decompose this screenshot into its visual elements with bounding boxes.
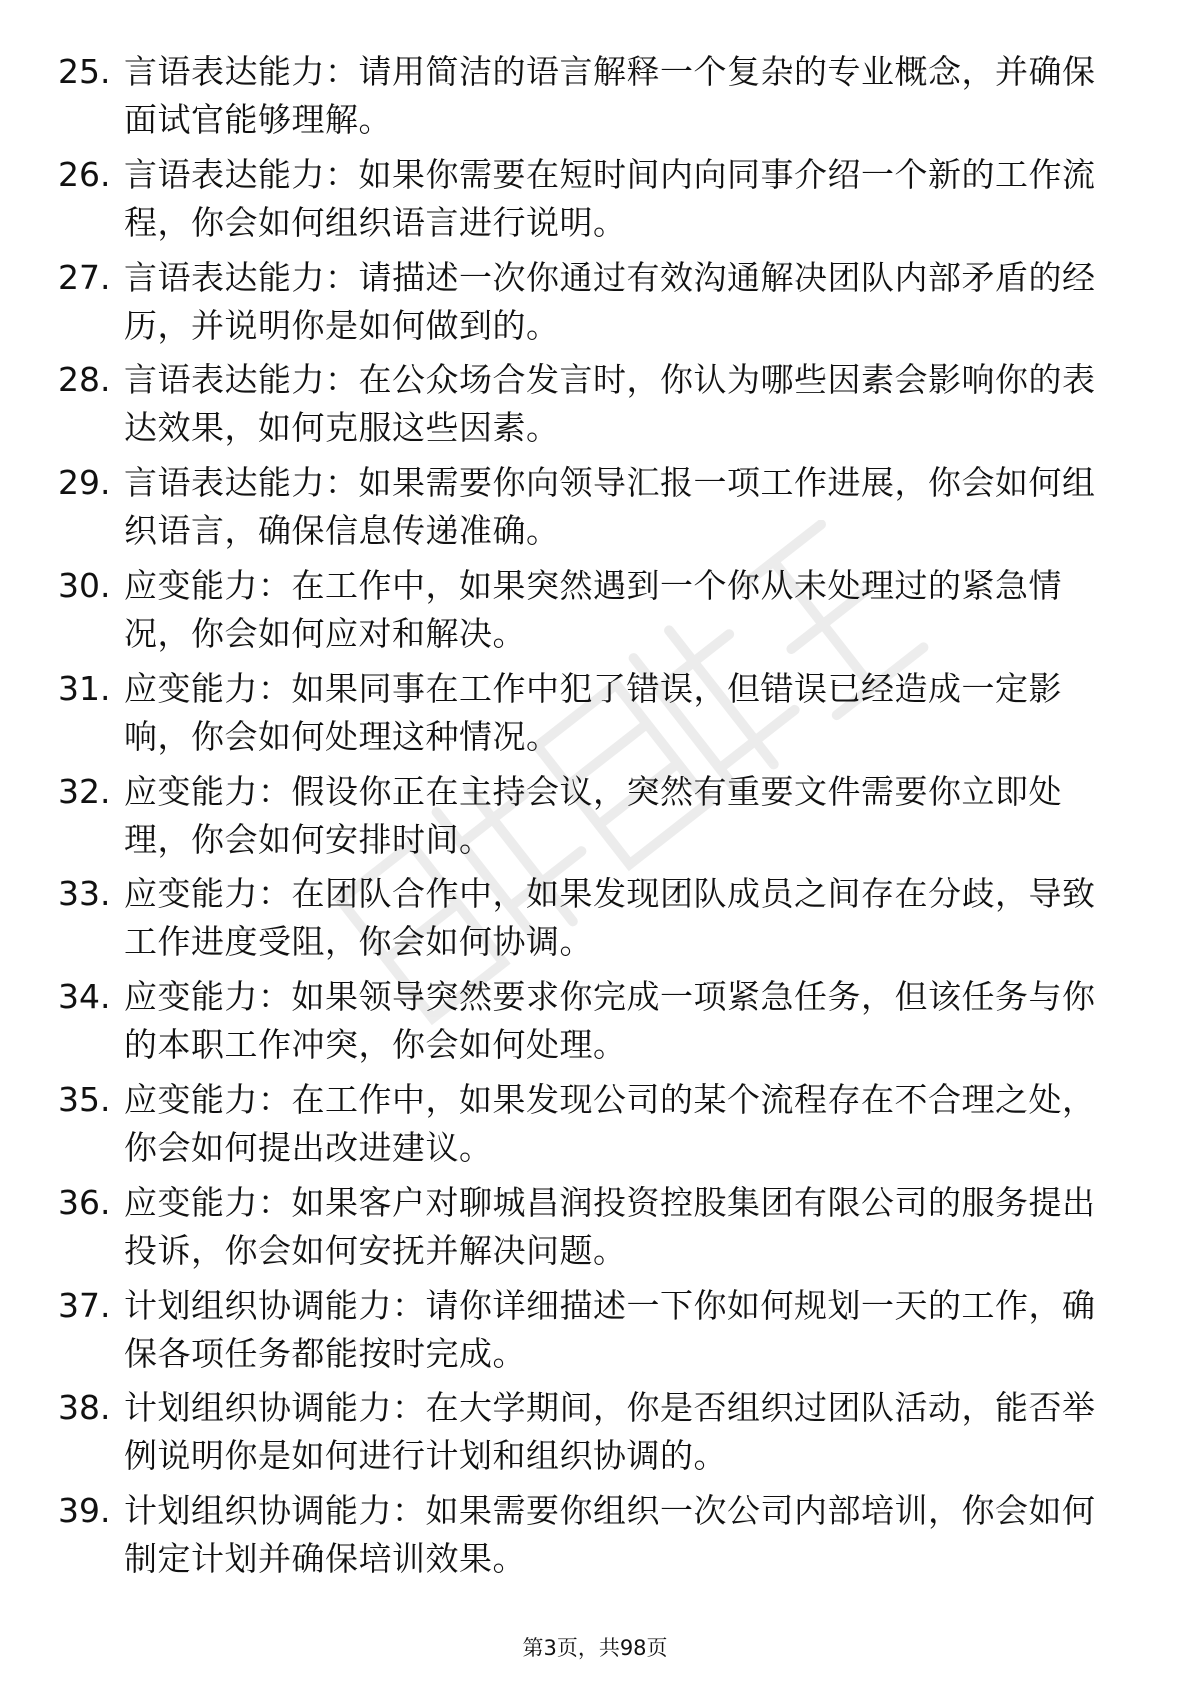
list-item	[58, 254, 1118, 357]
list-item	[58, 356, 1118, 459]
list-item	[58, 459, 1118, 562]
question-text: 言语表达能力：在公众场合发言时，你认为哪些因素会影响你的表达效果，如何克服这些因素。	[124, 360, 1096, 448]
question-number: 34.	[58, 977, 111, 1017]
list-item	[58, 665, 1118, 768]
question-number: 29.	[58, 463, 111, 503]
list-item	[58, 562, 1118, 665]
question-number: 36.	[58, 1182, 111, 1222]
question-text: 应变能力：在工作中，如果发现公司的某个流程存在不合理之处，你会如何提出改进建议。	[124, 1079, 1096, 1167]
question-text: 应变能力：如果领导突然要求你完成一项紧急任务，但该任务与你的本职工作冲突，你会如何处理。	[124, 977, 1096, 1065]
question-number: 26.	[58, 154, 111, 194]
question-text: 言语表达能力：如果需要你向领导汇报一项工作进展，你会如何组织语言，确保信息传递准确。	[124, 463, 1096, 551]
question-number: 38.	[58, 1388, 111, 1428]
question-number: 35.	[58, 1079, 111, 1119]
question-text: 计划组织协调能力：在大学期间，你是否组织过团队活动，能否举例说明你是如何进行计划和组织协调的。	[124, 1388, 1096, 1476]
question-number: 27.	[58, 257, 111, 297]
question-text: 言语表达能力：请描述一次你通过有效沟通解决团队内部矛盾的经历，并说明你是如何做到的。	[124, 257, 1096, 345]
question-number: 25.	[58, 52, 111, 91]
question-number: 31.	[58, 668, 111, 708]
list-item	[58, 870, 1118, 973]
question-number: 39.	[58, 1491, 111, 1531]
list-item	[58, 1076, 1118, 1179]
list-item	[58, 973, 1118, 1076]
list-item	[58, 1179, 1118, 1282]
question-text: 言语表达能力：请用简洁的语言解释一个复杂的专业概念，并确保面试官能够理解。	[124, 52, 1096, 139]
question-number: 37.	[58, 1285, 111, 1325]
list-item	[58, 1384, 1118, 1487]
question-text: 应变能力：在团队合作中，如果发现团队成员之间存在分歧，导致工作进度受阻，你会如何协调。	[124, 874, 1096, 962]
list-item	[58, 151, 1118, 254]
question-text: 计划组织协调能力：如果需要你组织一次公司内部培训，你会如何制定计划并确保培训效果。	[124, 1491, 1096, 1579]
question-text: 应变能力：如果客户对聊城昌润投资控股集团有限公司的服务提出投诉，你会如何安抚并解决问题。	[124, 1182, 1096, 1270]
question-number: 33.	[58, 874, 111, 914]
question-text: 应变能力：在工作中，如果突然遇到一个你从未处理过的紧急情况，你会如何应对和解决。	[124, 565, 1062, 653]
list-item	[58, 1487, 1118, 1590]
page-footer: 第3页，共98页	[522, 1636, 668, 1660]
question-list	[58, 48, 1118, 1590]
question-text: 应变能力：如果同事在工作中犯了错误，但错误已经造成一定影响，你会如何处理这种情况。	[124, 668, 1062, 756]
question-number: 32.	[58, 771, 111, 811]
list-item	[58, 768, 1118, 871]
list-item	[58, 1282, 1118, 1385]
question-text: 言语表达能力：如果你需要在短时间内向同事介绍一个新的工作流程，你会如何组织语言进行说明。	[124, 154, 1096, 242]
question-text: 应变能力：假设你正在主持会议，突然有重要文件需要你立即处理，你会如何安排时间。	[124, 771, 1062, 859]
question-text: 计划组织协调能力：请你详细描述一下你如何规划一天的工作，确保各项任务都能按时完成。	[124, 1285, 1096, 1373]
question-number: 28.	[58, 360, 111, 400]
question-number: 30.	[58, 565, 111, 605]
list-item	[58, 48, 1118, 151]
